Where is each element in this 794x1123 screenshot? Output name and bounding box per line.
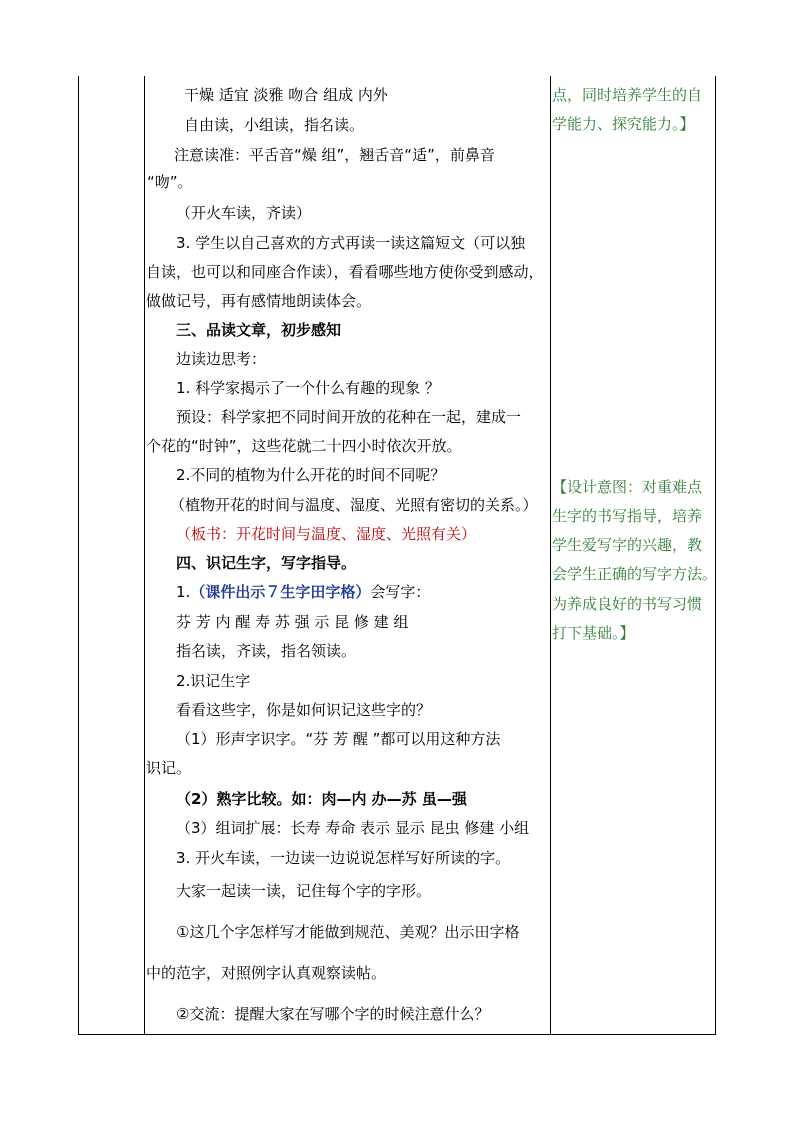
text-line: 3. 开火车读，一边读一边说说怎样写好所读的字。	[176, 849, 511, 867]
item-number: 1.	[176, 583, 191, 601]
table-border-right	[715, 76, 716, 1035]
text-line: （3）组词扩展：长寿 寿命 表示 显示 昆虫 修建 小组	[176, 819, 530, 837]
text-line: 2.不同的植物为什么开花的时间不同呢？	[176, 466, 446, 484]
text-line: 预设：科学家把不同时间开放的花种在一起，建成一	[176, 408, 522, 426]
text-line: （1）形声字识字。“芬 芳 醒 ”都可以用这种方法	[176, 730, 501, 748]
text-line: “吻”。	[147, 173, 193, 191]
design-intent-line: 生字的书写指导，培养	[552, 507, 703, 525]
design-intent-line: 点，同时培养学生的自	[552, 86, 703, 104]
text-line: 干燥 适宜 淡雅 吻合 组成 内外	[184, 86, 388, 104]
design-intent-line: 打下基础。】	[552, 624, 635, 642]
text-line: （植物开花的时间与温度、湿度、光照有密切的关系。）	[170, 496, 538, 514]
text-line: （开火车读，齐读）	[176, 204, 312, 222]
design-intent-line: 学生爱写字的兴趣，教	[552, 536, 703, 554]
table-border-bottom	[78, 1034, 716, 1035]
text-line: 1. 科学家揭示了一个什么有趣的现象 ？	[176, 379, 440, 397]
design-intent-line: 学能力、探究能力。】	[552, 115, 695, 133]
section-heading: 三、品读文章，初步感知	[176, 321, 342, 339]
courseware-note: （课件出示７生字田字格）	[190, 583, 371, 601]
table-border-col1	[144, 76, 145, 1035]
section-heading: 四、识记生字，写字指导。	[176, 554, 357, 572]
design-intent-line: 会学生正确的写字方法。	[552, 565, 718, 583]
text-line: （2）熟字比较。如：肉—内 办—苏 虽—强	[176, 790, 467, 808]
text-line: 个花的“时钟”，这些花就二十四小时依次开放。	[146, 437, 462, 455]
design-intent-line: 【设计意图：对重难点	[552, 478, 703, 496]
text-line: 中的范字，对照例字认真观察读帖。	[146, 964, 387, 982]
text-line: 大家一起读一读，记住每个字的字形。	[176, 882, 432, 900]
text-line: 做做记号，再有感情地朗读体会。	[146, 292, 372, 310]
character-list: 芬 芳 内 醒 寿 苏 强 示 昆 修 建 组	[176, 613, 409, 631]
text-line: ②交流：提醒大家在写哪个字的时候注意什么？	[176, 1005, 490, 1023]
text-line: 2.识记生字	[176, 672, 251, 690]
text-line: 边读边思考：	[176, 350, 267, 368]
text-line: 指名读，齐读，指名领读。	[176, 642, 357, 660]
text-line: 注意读准：平舌音“燥 组”，翘舌音“适”，前鼻音	[174, 146, 495, 164]
table-border-left	[78, 76, 79, 1035]
text-line	[176, 582, 430, 602]
table-border-col2	[550, 76, 551, 1035]
text-line: 识记。	[146, 759, 192, 777]
board-note: （板书：开花时间与温度、湿度、光照有关）	[176, 525, 477, 543]
text-line: 自读，也可以和同座合作读），看看哪些地方使你受到感动，	[146, 263, 544, 281]
text-line: 自由读，小组读，指名读。	[184, 116, 365, 134]
design-intent-line: 为养成良好的书写习惯	[552, 595, 703, 613]
item-text: 会写字：	[370, 583, 431, 601]
text-line: ①这几个字怎样写才能做到规范、美观？出示田字格	[176, 923, 520, 941]
text-line: 看看这些字，你是如何识记这些字的？	[176, 701, 432, 719]
text-line: 3. 学生以自己喜欢的方式再读一读这篇短文（可以独	[176, 234, 526, 252]
